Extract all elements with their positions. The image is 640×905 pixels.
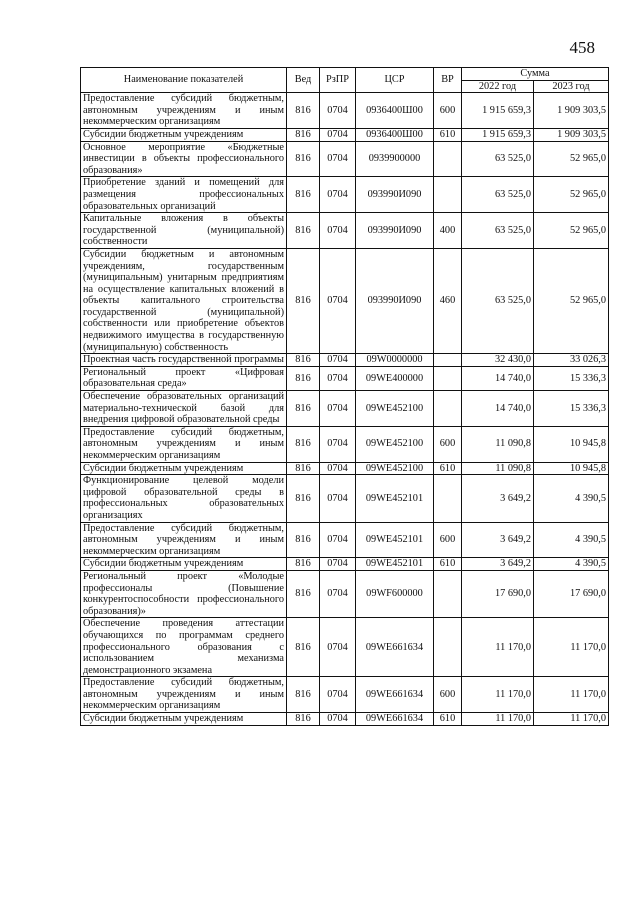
row-vr (434, 475, 462, 522)
row-ved: 816 (287, 713, 320, 726)
row-vr (434, 354, 462, 367)
header-csr: ЦСР (356, 68, 434, 93)
row-rzpr: 0704 (320, 248, 356, 353)
row-sum-2023: 11 170,0 (534, 677, 609, 713)
row-sum-2022: 17 690,0 (462, 570, 534, 617)
row-csr: 09WE661634 (356, 618, 434, 677)
row-name: Субсидии бюджетным учреждениям (81, 713, 287, 726)
row-ved: 816 (287, 475, 320, 522)
row-sum-2023: 15 336,3 (534, 391, 609, 427)
row-sum-2022: 63 525,0 (462, 141, 534, 177)
table-row (81, 426, 609, 462)
row-ved: 816 (287, 522, 320, 558)
table-row (81, 713, 609, 726)
row-ved: 816 (287, 391, 320, 427)
table-row (81, 93, 609, 129)
row-rzpr: 0704 (320, 128, 356, 141)
row-vr: 600 (434, 677, 462, 713)
row-rzpr: 0704 (320, 177, 356, 213)
row-sum-2022: 1 915 659,3 (462, 128, 534, 141)
row-rzpr: 0704 (320, 522, 356, 558)
row-name: Функционирование целевой модели цифровой образовательной среды в профессиональных образовательных организациях (81, 475, 287, 522)
row-sum-2023: 4 390,5 (534, 558, 609, 571)
row-vr (434, 618, 462, 677)
row-name: Капитальные вложения в объекты государственной (муниципальной) собственности (81, 213, 287, 249)
row-ved: 816 (287, 558, 320, 571)
row-vr: 600 (434, 522, 462, 558)
row-ved: 816 (287, 93, 320, 129)
header-ved: Вед (287, 68, 320, 93)
table-row (81, 475, 609, 522)
row-csr: 093990И090 (356, 213, 434, 249)
row-rzpr: 0704 (320, 462, 356, 475)
row-vr (434, 177, 462, 213)
row-rzpr: 0704 (320, 713, 356, 726)
row-vr: 610 (434, 713, 462, 726)
row-name: Приобретение зданий и помещений для размещения профессиональных образовательных организаций (81, 177, 287, 213)
header-name: Наименование показателей (81, 68, 287, 93)
row-vr (434, 366, 462, 390)
row-sum-2023: 52 965,0 (534, 141, 609, 177)
row-csr: 093990И090 (356, 248, 434, 353)
row-sum-2022: 11 090,8 (462, 426, 534, 462)
row-vr (434, 391, 462, 427)
row-sum-2022: 1 915 659,3 (462, 93, 534, 129)
row-csr: 093990И090 (356, 177, 434, 213)
row-name: Субсидии бюджетным учреждениям (81, 462, 287, 475)
row-sum-2023: 10 945,8 (534, 462, 609, 475)
row-sum-2023: 1 909 303,5 (534, 128, 609, 141)
row-name: Обеспечение образовательных организаций материально-технической базой для внедрения цифровой образовательной среды (81, 391, 287, 427)
row-csr: 09WE661634 (356, 713, 434, 726)
row-csr: 09WE452101 (356, 522, 434, 558)
row-name: Предоставление субсидий бюджетным, автономным учреждениям и иным некоммерческим организациям (81, 522, 287, 558)
table-row (81, 177, 609, 213)
header-vr: ВР (434, 68, 462, 93)
row-csr: 09W0000000 (356, 354, 434, 367)
table-row (81, 570, 609, 617)
table-row (81, 366, 609, 390)
row-name: Основное мероприятие «Бюджетные инвестиции в объекты профессионального образования» (81, 141, 287, 177)
row-sum-2023: 52 965,0 (534, 248, 609, 353)
row-sum-2022: 63 525,0 (462, 213, 534, 249)
row-sum-2022: 63 525,0 (462, 177, 534, 213)
row-vr: 610 (434, 462, 462, 475)
row-rzpr: 0704 (320, 141, 356, 177)
row-ved: 816 (287, 570, 320, 617)
row-rzpr: 0704 (320, 475, 356, 522)
row-ved: 816 (287, 618, 320, 677)
row-name: Региональный проект «Молодые профессионалы (Повышение конкурентоспособности профессионального образования)» (81, 570, 287, 617)
row-sum-2023: 11 170,0 (534, 618, 609, 677)
row-name: Предоставление субсидий бюджетным, автономным учреждениям и иным некоммерческим организациям (81, 426, 287, 462)
row-csr: 0936400Ш00 (356, 128, 434, 141)
row-ved: 816 (287, 141, 320, 177)
row-ved: 816 (287, 677, 320, 713)
row-vr: 460 (434, 248, 462, 353)
row-vr: 610 (434, 128, 462, 141)
row-name: Региональный проект «Цифровая образовательная среда» (81, 366, 287, 390)
row-vr: 610 (434, 558, 462, 571)
budget-table (80, 67, 609, 726)
row-name: Субсидии бюджетным учреждениям (81, 128, 287, 141)
header-sum: Сумма (462, 68, 609, 81)
table-row (81, 128, 609, 141)
row-ved: 816 (287, 366, 320, 390)
row-ved: 816 (287, 248, 320, 353)
row-sum-2022: 63 525,0 (462, 248, 534, 353)
table-row (81, 677, 609, 713)
row-name: Субсидии бюджетным и автономным учреждениям, государственным (муниципальным) унитарным предприятиям на осуществление капитальных вложений в объекты капитального строительства государственной (муниципальной) собственности или приобретение объектов недвижимого имущества в государственную (муниципальную) собственность (81, 248, 287, 353)
table-row (81, 462, 609, 475)
row-csr: 0936400Ш00 (356, 93, 434, 129)
row-rzpr: 0704 (320, 391, 356, 427)
row-name: Предоставление субсидий бюджетным, автономным учреждениям и иным некоммерческим организациям (81, 93, 287, 129)
row-vr: 400 (434, 213, 462, 249)
row-csr: 09WE400000 (356, 366, 434, 390)
row-sum-2022: 3 649,2 (462, 475, 534, 522)
header-year-2022: 2022 год (462, 80, 534, 93)
row-sum-2023: 10 945,8 (534, 426, 609, 462)
row-ved: 816 (287, 462, 320, 475)
row-rzpr: 0704 (320, 366, 356, 390)
row-sum-2023: 4 390,5 (534, 475, 609, 522)
row-csr: 09WE452100 (356, 462, 434, 475)
row-rzpr: 0704 (320, 570, 356, 617)
row-rzpr: 0704 (320, 558, 356, 571)
row-csr: 0939900000 (356, 141, 434, 177)
row-csr: 09WE452101 (356, 558, 434, 571)
row-rzpr: 0704 (320, 618, 356, 677)
row-rzpr: 0704 (320, 677, 356, 713)
row-csr: 09WE452100 (356, 426, 434, 462)
row-sum-2023: 17 690,0 (534, 570, 609, 617)
row-sum-2023: 4 390,5 (534, 522, 609, 558)
row-sum-2023: 33 026,3 (534, 354, 609, 367)
row-csr: 09WE452101 (356, 475, 434, 522)
row-sum-2022: 3 649,2 (462, 522, 534, 558)
row-sum-2023: 11 170,0 (534, 713, 609, 726)
table-row (81, 354, 609, 367)
row-sum-2023: 15 336,3 (534, 366, 609, 390)
table-row (81, 391, 609, 427)
row-csr: 09WE452100 (356, 391, 434, 427)
header-rzpr: РзПР (320, 68, 356, 93)
table-row (81, 213, 609, 249)
table-row (81, 558, 609, 571)
row-sum-2022: 11 090,8 (462, 462, 534, 475)
row-csr: 09WF600000 (356, 570, 434, 617)
row-vr: 600 (434, 426, 462, 462)
table-row (81, 248, 609, 353)
row-rzpr: 0704 (320, 213, 356, 249)
row-sum-2022: 11 170,0 (462, 677, 534, 713)
table-row (81, 522, 609, 558)
row-sum-2022: 11 170,0 (462, 713, 534, 726)
row-name: Предоставление субсидий бюджетным, автономным учреждениям и иным некоммерческим организациям (81, 677, 287, 713)
row-ved: 816 (287, 177, 320, 213)
row-vr (434, 570, 462, 617)
row-sum-2022: 14 740,0 (462, 391, 534, 427)
row-ved: 816 (287, 426, 320, 462)
row-ved: 816 (287, 128, 320, 141)
table-row (81, 618, 609, 677)
row-ved: 816 (287, 354, 320, 367)
row-csr: 09WE661634 (356, 677, 434, 713)
row-sum-2022: 32 430,0 (462, 354, 534, 367)
row-vr: 600 (434, 93, 462, 129)
row-sum-2022: 3 649,2 (462, 558, 534, 571)
row-rzpr: 0704 (320, 354, 356, 367)
row-sum-2022: 11 170,0 (462, 618, 534, 677)
table-row (81, 141, 609, 177)
row-sum-2022: 14 740,0 (462, 366, 534, 390)
row-ved: 816 (287, 213, 320, 249)
row-vr (434, 141, 462, 177)
table-body (81, 93, 609, 725)
row-sum-2023: 1 909 303,5 (534, 93, 609, 129)
row-name: Проектная часть государственной программы (81, 354, 287, 367)
row-rzpr: 0704 (320, 426, 356, 462)
header-year-2023: 2023 год (534, 80, 609, 93)
row-name: Обеспечение проведения аттестации обучающихся по программам среднего профессионального образования с использованием механизма демонстрационного экзамена (81, 618, 287, 677)
row-name: Субсидии бюджетным учреждениям (81, 558, 287, 571)
page-number: 458 (569, 38, 595, 57)
table-header (81, 68, 609, 93)
header-row (81, 68, 609, 81)
row-sum-2023: 52 965,0 (534, 213, 609, 249)
row-rzpr: 0704 (320, 93, 356, 129)
row-sum-2023: 52 965,0 (534, 177, 609, 213)
